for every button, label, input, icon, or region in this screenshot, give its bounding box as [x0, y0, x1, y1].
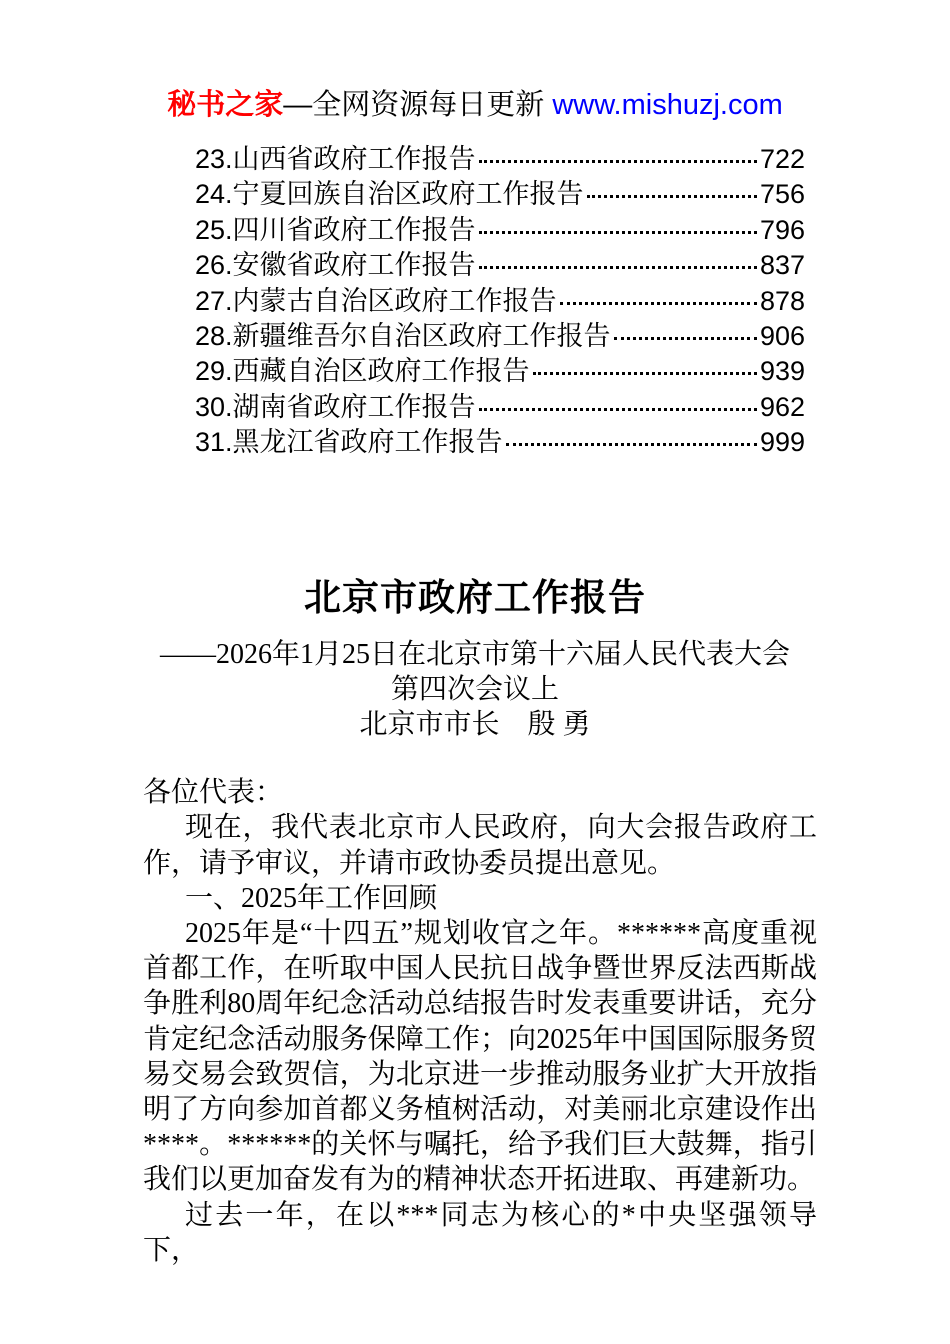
- toc-entry-page: 962: [759, 391, 805, 422]
- toc-entry[interactable]: [195, 425, 805, 460]
- toc-entry[interactable]: [195, 319, 805, 354]
- toc-entry[interactable]: [195, 354, 805, 389]
- toc-entry-label: 23.山西省政府工作报告: [195, 144, 476, 174]
- toc-dotted-leader: [479, 408, 757, 411]
- toc-entry-label: 25.四川省政府工作报告: [195, 214, 476, 245]
- report-subtitle-line2: 第四次会议上: [390, 673, 559, 705]
- toc-entry[interactable]: [195, 390, 805, 425]
- table-of-contents: [195, 142, 805, 461]
- salutation: 各位代表：: [143, 777, 284, 809]
- toc-entry-page: 722: [759, 144, 805, 174]
- toc-entry-label: 31.黑龙江省政府工作报告: [195, 427, 503, 458]
- report-speaker: 北京市市长 殷 勇: [359, 708, 591, 740]
- site-header: [0, 86, 950, 124]
- toc-entry-page: 837: [759, 250, 805, 281]
- toc-entry[interactable]: [195, 284, 805, 319]
- toc-entry[interactable]: [195, 142, 805, 177]
- toc-dotted-leader: [614, 337, 757, 340]
- toc-entry[interactable]: [195, 248, 805, 283]
- body-paragraph: 过去一年，在以***同志为核心的*中央坚强领导下，: [143, 1199, 817, 1266]
- report-subtitle-line1: ——2026年1月25日在北京市第十六届人民代表大会: [159, 638, 790, 670]
- toc-dotted-leader: [560, 302, 757, 305]
- body-paragraph: 2025年是“十四五”规划收官之年。******高度重视首都工作，在听取中国人民抗日战争暨世界反法西斯战争胜利80周年纪念活动总结报告时发表重要讲话，充分肯定纪念活动服务保障工作；向2025年中国国际服务贸易交易会致贺信，为北京进一步推动服务业扩大开放指明了方向参加首都义务植树活动，对美丽北京建设作出****。******的关怀与嘱托，给予我们巨大鼓舞，指引我们以更加奋发有为的精神状态开拓进取、再建新功。: [143, 917, 817, 1196]
- toc-entry-page: 906: [759, 320, 805, 351]
- toc-entry[interactable]: [195, 177, 805, 212]
- site-tagline: —全网资源每日更新: [283, 89, 553, 121]
- toc-entry-label: 24.宁夏回族自治区政府工作报告: [195, 179, 584, 210]
- toc-dotted-leader: [506, 443, 757, 446]
- toc-entry-page: 796: [759, 214, 805, 245]
- toc-dotted-leader: [479, 160, 757, 163]
- toc-entry-label: 27.内蒙古自治区政府工作报告: [195, 285, 557, 316]
- body-paragraph: 现在，我代表北京市人民政府，向大会报告政府工作，请予审议，并请市政协委员提出意见。: [143, 812, 817, 879]
- toc-dotted-leader: [533, 372, 757, 375]
- report-subtitle-block: [0, 637, 950, 743]
- toc-entry-page: 999: [759, 427, 805, 458]
- report-body: [143, 775, 817, 1268]
- toc-entry-page: 756: [759, 179, 805, 210]
- toc-entry-label: 26.安徽省政府工作报告: [195, 250, 476, 281]
- site-url-link[interactable]: www.mishuzj.com: [552, 89, 783, 121]
- section-heading: 一、2025年工作回顾: [185, 882, 438, 914]
- toc-entry-label: 29.西藏自治区政府工作报告: [195, 356, 530, 387]
- toc-dotted-leader: [479, 266, 757, 269]
- toc-entry-label: 30.湖南省政府工作报告: [195, 391, 476, 422]
- toc-dotted-leader: [587, 195, 757, 198]
- site-brand: 秘书之家: [167, 89, 284, 121]
- toc-dotted-leader: [479, 231, 757, 234]
- toc-entry[interactable]: [195, 213, 805, 248]
- toc-entry-page: 878: [759, 285, 805, 316]
- report-title: 北京市政府工作报告: [304, 576, 646, 618]
- toc-entry-page: 939: [759, 356, 805, 387]
- toc-entry-label: 28.新疆维吾尔自治区政府工作报告: [195, 320, 611, 351]
